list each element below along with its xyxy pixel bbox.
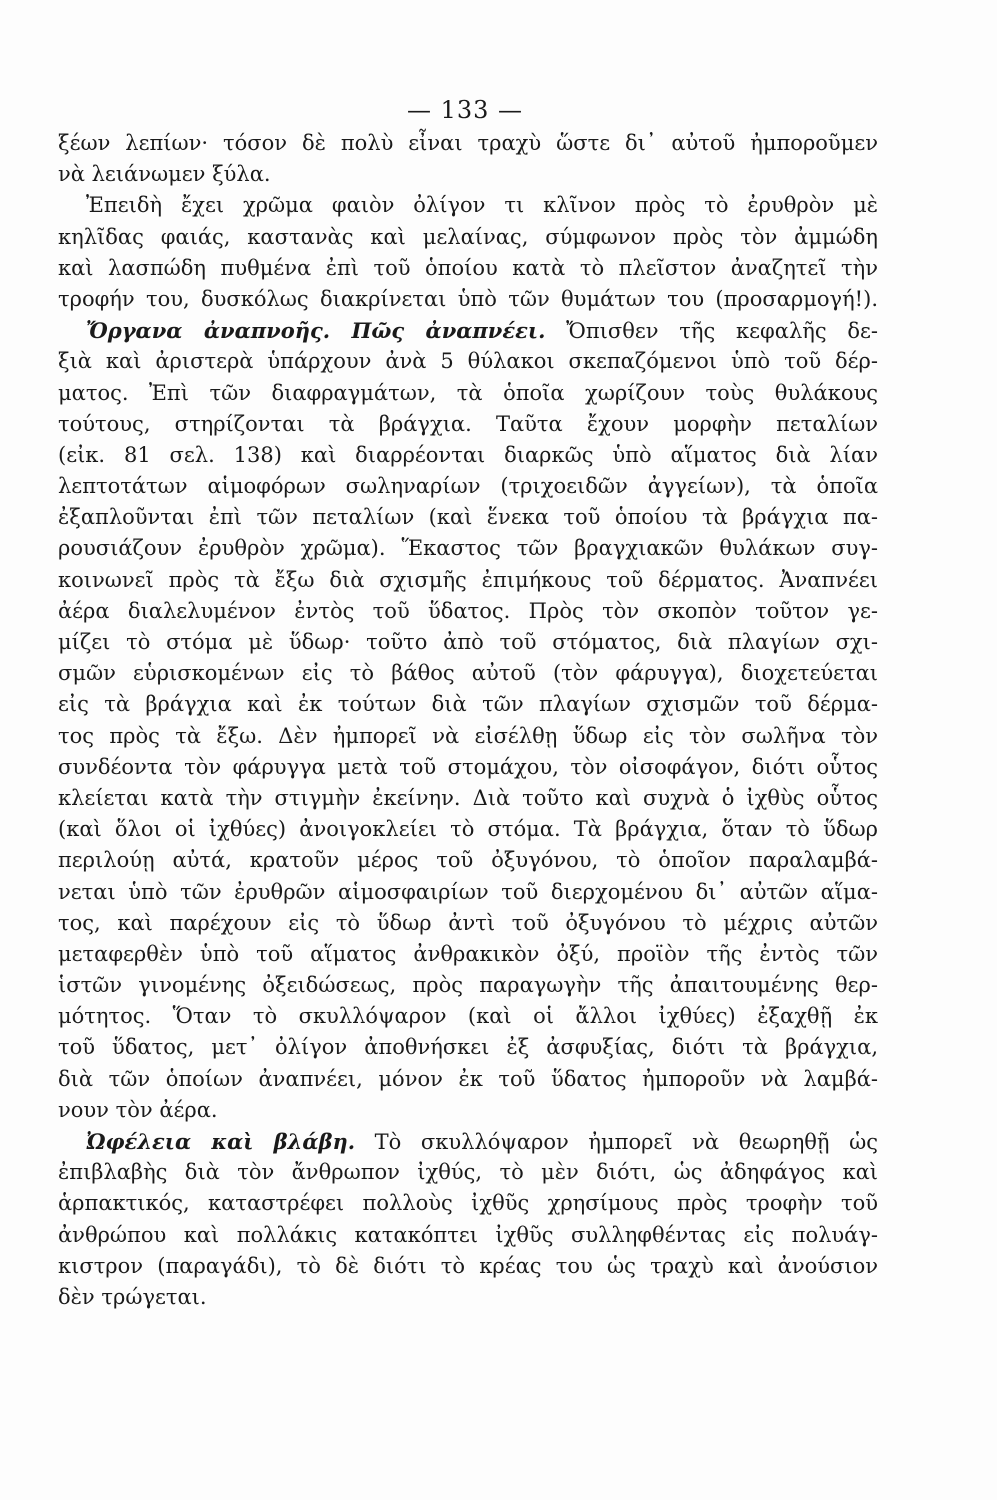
text-line: τροφήν του, δυσκόλως διακρίνεται ὑπὸ τῶν θυμάτων του (προσαρμογή!). bbox=[58, 286, 878, 311]
body-text bbox=[58, 128, 878, 1313]
text-line: τος, καὶ παρέχουν εἰς τὸ ὕδωρ ἀντὶ τοῦ ὀξυγόνου τὸ μέχρις αὐτῶν bbox=[58, 910, 878, 935]
section-heading-continuation: Τὸ σκυλλόψαρον ἠμπορεῖ νὰ θεωρηθῇ ὡς bbox=[355, 1130, 878, 1154]
section-heading-benefit: Ὠφέλεια καὶ βλάβη. bbox=[86, 1129, 356, 1154]
text-line: διὰ τῶν ὁποίων ἀναπνέει, μόνον ἐκ τοῦ ὕδατος ἠμποροῦν νὰ λαμβά- bbox=[58, 1066, 878, 1091]
text-line: εἰς τὰ βράγχια καὶ ἐκ τούτων διὰ τῶν πλαγίων σχισμῶν τοῦ δέρμα- bbox=[58, 692, 878, 717]
text-line: συνδέοντα τὸν φάρυγγα μετὰ τοῦ στομάχου, τὸν οἰσοφάγον, διότι οὗτος bbox=[58, 754, 878, 779]
text-line: μότητος. Ὅταν τὸ σκυλλόψαρον (καὶ οἱ ἄλλοι ἰχθύες) ἐξαχθῇ ἐκ bbox=[58, 1004, 878, 1029]
section-heading-line bbox=[58, 1126, 878, 1157]
section-heading-continuation: Ὄπισθεν τῆς κεφαλῆς δε- bbox=[545, 319, 878, 344]
text-line: νεται ὑπὸ τῶν ἐρυθρῶν αἱμοσφαιρίων τοῦ διερχομένου δι᾽ αὐτῶν αἵμα- bbox=[58, 879, 878, 904]
text-line: κιστρον (παραγάδι), τὸ δὲ διότι τὸ κρέας του ὡς τραχὺ καὶ ἀνούσιον bbox=[58, 1253, 878, 1278]
text-line: ξιὰ καὶ ἀριστερὰ ὑπάρχουν ἀνὰ 5 θύλακοι σκεπαζόμενοι ὑπὸ τοῦ δέρ- bbox=[58, 349, 878, 374]
text-line: ξέων λεπίων· τόσον δὲ πολὺ εἶναι τραχὺ ὥστε δι᾽ αὐτοῦ ἠμποροῦμεν bbox=[58, 131, 878, 155]
text-line: κλείεται κατὰ τὴν στιγμὴν ἐκείνην. Διὰ τοῦτο καὶ συχνὰ ὁ ἰχθὺς οὗτος bbox=[58, 785, 878, 810]
text-line: δὲν τρώγεται. bbox=[58, 1284, 207, 1309]
text-line: ἁρπακτικός, καταστρέφει πολλοὺς ἰχθῦς χρησίμους πρὸς τροφὴν τοῦ bbox=[58, 1191, 878, 1216]
text-line: Ἐπειδὴ ἔχει χρῶμα φαιὸν ὀλίγον τι κλῖνον πρὸς τὸ ἐρυθρὸν μὲ bbox=[86, 193, 878, 218]
page-number: — 133 — bbox=[406, 96, 524, 124]
text-line: ἐπιβλαβὴς διὰ τὸν ἄνθρωπον ἰχθύς, τὸ μὲν διότι, ὡς ἀδηφάγος καὶ bbox=[58, 1160, 878, 1185]
text-line: μίζει τὸ στόμα μὲ ὕδωρ· τοῦτο ἀπὸ τοῦ στόματος, διὰ πλαγίων σχι- bbox=[58, 630, 878, 654]
text-line: κηλῖδας φαιάς, καστανὰς καὶ μελαίνας, σύμφωνον πρὸς τὸν ἀμμώδη bbox=[58, 224, 878, 249]
text-line: ἐξαπλοῦνται ἐπὶ τῶν πεταλίων (καὶ ἕνεκα τοῦ ὁποίου τὰ βράγχια πα- bbox=[58, 505, 878, 530]
section-heading-breathing: Ὄργανα ἀναπνοῆς. Πῶς ἀναπνέει. bbox=[86, 318, 546, 344]
text-line: περιλούῃ αὐτά, κρατοῦν μέρος τοῦ ὀξυγόνου, τὸ ὁποῖον παραλαμβά- bbox=[58, 848, 878, 873]
text-line: νουν τὸν ἀέρα. bbox=[58, 1097, 218, 1122]
text-line: (καὶ ὅλοι οἱ ἰχθύες) ἀνοιγοκλείει τὸ στόμα. Τὰ βράγχια, ὅταν τὸ ὕδωρ bbox=[58, 817, 878, 842]
text-line: ἀέρα διαλελυμένον ἐντὸς τοῦ ὕδατος. Πρὸς τὸν σκοπὸν τοῦτον γε- bbox=[58, 598, 878, 623]
text-line: (εἰκ. 81 σελ. 138) καὶ διαρρέονται διαρκῶς ὑπὸ αἵματος διὰ λίαν bbox=[58, 442, 878, 467]
text-line: ρουσιάζουν ἐρυθρὸν χρῶμα). Ἕκαστος τῶν βραγχιακῶν θυλάκων συγ- bbox=[58, 536, 878, 561]
text-line: τος πρὸς τὰ ἔξω. Δὲν ἠμπορεῖ νὰ εἰσέλθῃ ὕδωρ εἰς τὸν σωλῆνα τὸν bbox=[58, 723, 878, 748]
text-line: τοῦ ὕδατος, μετ᾽ ὀλίγον ἀποθνήσκει ἐξ ἀσφυξίας, διότι τὰ βράγχια, bbox=[58, 1035, 878, 1060]
text-line: λεπτοτάτων αἱμοφόρων σωληναρίων (τριχοειδῶν ἀγγείων), τὰ ὁποῖα bbox=[58, 474, 878, 499]
text-line: καὶ λασπώδη πυθμένα ἐπὶ τοῦ ὁποίου κατὰ τὸ πλεῖστον ἀναζητεῖ τὴν bbox=[58, 255, 878, 280]
text-line: κοινωνεῖ πρὸς τὰ ἔξω διὰ σχισμῆς ἐπιμήκους τοῦ δέρματος. Ἀναπνέει bbox=[58, 567, 878, 592]
text-line: ἱστῶν γινομένης ὀξειδώσεως, πρὸς παραγωγὴν τῆς ἀπαιτουμένης θερ- bbox=[58, 973, 878, 998]
text-line: τούτους, στηρίζονται τὰ βράγχια. Ταῦτα ἔχουν μορφὴν πεταλίων bbox=[58, 411, 878, 436]
text-line: ἀνθρώπου καὶ πολλάκις κατακόπτει ἰχθῦς συλληφθέντας εἰς πολυάγ- bbox=[58, 1222, 878, 1247]
text-line: σμῶν εὑρισκομένων εἰς τὸ βάθος αὐτοῦ (τὸν φάρυγγα), διοχετεύεται bbox=[58, 661, 878, 686]
text-line: ματος. Ἐπὶ τῶν διαφραγμάτων, τὰ ὁποῖα χωρίζουν τοὺς θυλάκους bbox=[58, 380, 878, 405]
text-line: νὰ λειάνωμεν ξύλα. bbox=[58, 162, 271, 187]
text-line: μεταφερθὲν ὑπὸ τοῦ αἵματος ἀνθρακικὸν ὀξύ, προϊὸν τῆς ἐντὸς τῶν bbox=[58, 941, 878, 966]
section-heading-line bbox=[58, 315, 878, 346]
